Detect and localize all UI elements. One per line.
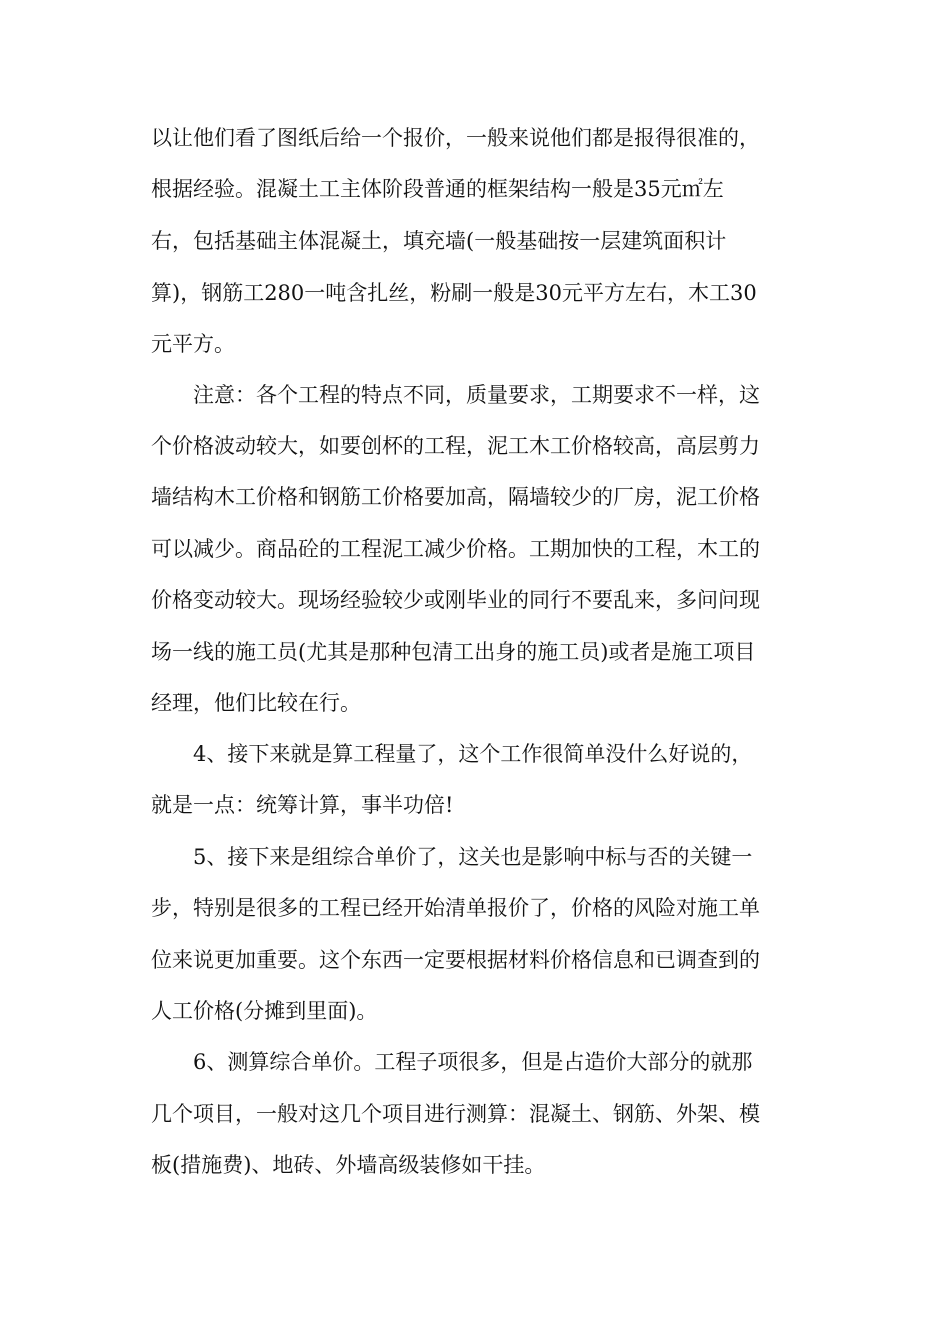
text-line: 场一线的施工员(尤其是那种包清工出身的施工员)或者是施工项目: [151, 640, 756, 664]
text-line: 经理，他们比较在行。: [151, 691, 361, 715]
text-line: 以让他们看了图纸后给一个报价，一般来说他们都是报得很准的，: [151, 126, 760, 150]
text-line: 算)，钢筋工280一吨含扎丝，粉刷一般是30元平方左右，木工30: [151, 281, 757, 305]
text-line: 元平方。: [151, 332, 235, 356]
text-line: 个价格波动较大，如要创杯的工程，泥工木工价格较高，高层剪力: [151, 434, 760, 458]
text-line: 人工价格(分摊到里面)。: [151, 999, 378, 1023]
text-line: 位来说更加重要。这个东西一定要根据材料价格信息和已调查到的: [151, 948, 760, 972]
text-line: 价格变动较大。现场经验较少或刚毕业的同行不要乱来，多问问现: [151, 588, 760, 612]
text-line: 墙结构木工价格和钢筋工价格要加高，隔墙较少的厂房，泥工价格: [151, 485, 760, 509]
paragraph-first-line: 5、接下来是组综合单价了，这关也是影响中标与否的关键一: [193, 845, 753, 869]
paragraph-first-line: 4、接下来就是算工程量了，这个工作很简单没什么好说的，: [193, 742, 753, 766]
text-line: 步，特别是很多的工程已经开始清单报价了，价格的风险对施工单: [151, 896, 760, 920]
text-line: 右，包括基础主体混凝土，填充墙(一般基础按一层建筑面积计: [151, 229, 727, 253]
text-line: 可以减少。商品砼的工程泥工减少价格。工期加快的工程，木工的: [151, 537, 760, 561]
text-line: 板(措施费)、地砖、外墙高级装修如干挂。: [151, 1153, 546, 1177]
text-line: 根据经验。混凝土工主体阶段普通的框架结构一般是35元㎡左: [151, 177, 724, 201]
text-line: 就是一点：统筹计算，事半功倍!: [151, 793, 454, 817]
paragraph-first-line: 注意：各个工程的特点不同，质量要求，工期要求不一样，这: [193, 383, 760, 407]
text-line: 几个项目，一般对这几个项目进行测算：混凝土、钢筋、外架、模: [151, 1102, 760, 1126]
paragraph-first-line: 6、测算综合单价。工程子项很多，但是占造价大部分的就那: [193, 1050, 753, 1074]
